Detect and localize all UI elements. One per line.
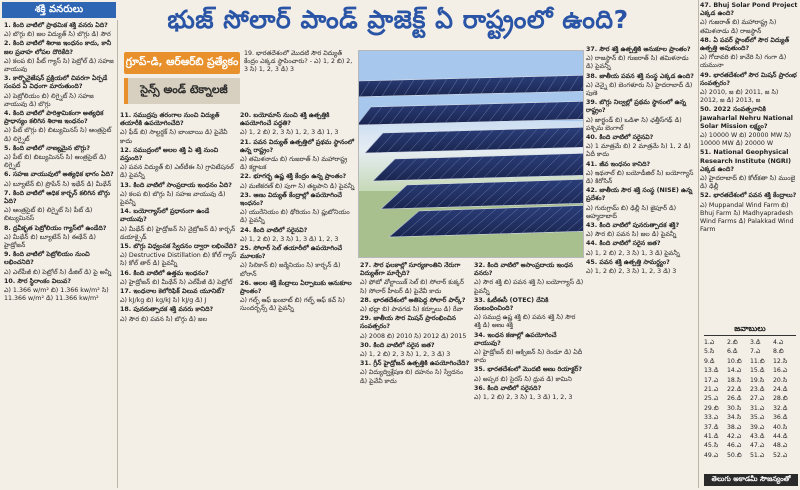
answer-options: ఎ) 1 మాత్రమే బి) 2 మాత్రమే సి) 1, 2 డి) ఏదీ కాదు [586, 143, 691, 159]
question-text: 42. జాతీయ సౌర శక్తి సంస్థ (NISE) ఉన్న ప్రదేశం? [586, 187, 693, 203]
question-text: 33. ఓటీఈసీ (OTEC) దేనికి సంబంధించింది? [474, 296, 549, 313]
solar-panels-illustration [359, 51, 584, 258]
answer-key-entry: 38.ఎ [727, 423, 742, 431]
answer-key-entry: 46.ఎ [727, 442, 742, 450]
answer-key-entry: 49.ఎ [704, 451, 719, 459]
exam-badge: గ్రూప్-డి, ఆర్ఆర్‌బి ప్రత్యేకం [124, 52, 240, 74]
question-text: 52. భారతదేశంలో పవన శక్తి కేంద్రాలు? [700, 192, 797, 200]
question-text: 31. గ్రీన్ హైడ్రోజన్ ఉత్పత్తికి ఉపయోగించేది? [360, 360, 470, 368]
column-divider [117, 20, 118, 488]
answer-options: ఎ) మీథేన్ బి) హైడ్రోజన్ సి) నైట్రోజన్ డి) కార్బన్ డయాక్సైడ్ [120, 225, 236, 241]
question-column-5 [474, 262, 584, 488]
question-text: 11. సముద్రపు తరంగాల నుంచి విద్యుత్ తయారీకి ఉపయోగించేది? [120, 112, 220, 128]
question-text: 24. కింది వాటిలో సరైనవి? [240, 226, 308, 234]
answer-key-entry: 15.డి [750, 367, 765, 375]
answer-options: ఎ) 1, 2 బి) 2, 3 సి) 1, 2, 3 డి) 3 [360, 351, 451, 359]
answer-options: ఎ) Destructive Distillation బి) కోల్ గ్యాస్ సి) కోల్ తార్ డి) పైవన్నీ [120, 252, 237, 268]
answer-key-entry: 29.బి [704, 404, 719, 412]
question-text: 8. ద్రవీకృత పెట్రోలియం గ్యాస్‌లో ఉండేది? [4, 224, 107, 232]
question-text: 18. పునరుత్పాదక శక్తి వనరు కానిది? [120, 306, 214, 314]
answer-options: ఎ) మీథేన్ బి) బ్యూటేన్ సి) ఈథేన్ డి) హైడ్రోజన్ [4, 233, 96, 250]
question-text: 49. భారతదేశంలో సౌర మిషన్ ప్రారంభ సంవత్సరం? [700, 71, 797, 87]
answer-options: ఎ) పీట్ బి) బిట్యుమినస్ సి) ఆంత్రసైట్ డి) లిగ్నైట్ [4, 154, 107, 170]
answer-key-entry: 24.డి [773, 385, 788, 393]
question-text: 41. జీవ ఇంధనం కానిది? [586, 160, 651, 168]
question-text: 48. ఏ పవర్ ప్లాంట్‌లో సౌర విద్యుత్ ఉత్పత్తి అవుతుంది? [700, 36, 790, 53]
question-text: 6. సహజ వాయువులో అత్యధిక భాగం ఏది? [4, 171, 114, 179]
question-text: 26. అలల శక్తి కేంద్రాలు ఏర్పాటుకు అనుకూల ప్రాంతం? [240, 279, 352, 296]
answer-key-entry: 18.సి [727, 376, 742, 384]
question-text: 39. బొగ్గు నిల్వల్లో ప్రథమ స్థానంలో ఉన్న రాష్ట్రం? [586, 99, 686, 115]
answer-key-entry: 39.ఎ [750, 423, 765, 431]
answer-key-entry: 36.డి [773, 414, 788, 422]
question-text: 14. బయోగ్యాస్‌లో ప్రధానంగా ఉండే వాయువు? [120, 208, 210, 224]
answer-key-entry: 51.ఎ [750, 451, 765, 459]
answer-options: ఎ) ఆంత్రసైట్ బి) లిగ్నైట్ సి) పీట్ డి) బిట్యుమినస్ [4, 207, 93, 223]
answer-options: ఎ) ఇథనాల్ బి) బయోడీజిల్ సి) బయోగ్యాస్ డి) కిరోసిన్ [586, 169, 694, 186]
question-text: 27. సౌర ఫలకాల్లో సూర్యకాంతిని నేరుగా విద్యుత్‌గా మార్చేది? [360, 262, 461, 278]
question-text: 29. జాతీయ సౌర మిషన్ ప్రారంభించిన సంవత్సరం? [360, 315, 456, 331]
question-text: 3. కార్బొనైజేషన్ ప్రక్రియలో చివరగా ఏర్పడే సంపద ఏ విధంగా మారుతుంది? [4, 75, 108, 91]
solar-panels-photo [358, 50, 584, 258]
answer-key-entry: 20.సి [773, 376, 788, 384]
answer-options: ఎ) గోదావరి బి) కావేరి సి) గంగా డి) యమునా [700, 54, 787, 70]
question-text: 12. సముద్రంలో అలల శక్తి ఏ శక్తి నుంచి వస్తుంది? [120, 146, 219, 163]
answer-options: ఎ) 2008 బి) 2010 సి) 2012 డి) 2015 [360, 332, 467, 340]
answer-options: ఎ) రాజస్థాన్ బి) గుజరాత్ సి) తమిళనాడు డి) పైవన్నీ [586, 55, 689, 71]
headline: భుజ్ సోలార్ పాండ్ ప్రాజెక్ట్ ఏ రాష్ట్రంలో ఉంది? [167, 5, 629, 34]
answer-options: ఎ) సౌర శక్తి బి) పవన శక్తి సి) బయోగ్యాస్ డి) పైవన్నీ [474, 279, 584, 295]
question-text: 4. కింది వాటిలో పారిశ్రామికంగా అత్యధిక ప్రాధాన్యం కలిగిన శిలాజ ఇంధనం? [4, 110, 104, 126]
section-tag: శక్తి వనరులు [2, 2, 116, 18]
answer-key-entry: 35.ఎ [750, 414, 765, 422]
answer-key-entry: 6.డి [727, 348, 738, 356]
answer-key-entry: 45.సి [704, 442, 719, 450]
question-text: 7. కింది వాటిలో అధిక కార్బన్ కలిగిన బొగ్గు ఏది? [4, 189, 110, 206]
answer-options: ఎ) 1, 2 బి) 2, 3 సి) 1, 3 డి) పైవన్నీ [586, 249, 680, 257]
question-text: 34. ఇంధన కణాల్లో ఉపయోగించే వాయువు? [474, 331, 557, 347]
answer-key-entry: 1.ఎ [704, 339, 715, 346]
answer-key-entry: 16.ఎ [773, 367, 788, 375]
question-text: 19. భారతదేశంలో మొదటి సౌర విద్యుత్ కేంద్రం ఎక్కడ స్థాపించారు? - ఎ) 1, 2 బి) 2, 3 సి) 1, 2, 3 డి) 3 [244, 50, 353, 74]
answer-key-entry: 21.ఎ [704, 385, 719, 393]
answer-key-entry: 3.డి [750, 339, 761, 346]
question-text: 28. భారతదేశంలో అతిపెద్ద సోలార్ పార్క్? [360, 296, 466, 304]
answer-key-entry: 5.సి [704, 348, 715, 356]
answer-key-entry: 8.బి [773, 348, 784, 356]
answer-options: ఎ) ఫోటో వోల్టాయిక్ సెల్ బి) సోలార్ కుక్కర్ సి) సోలార్ హీటర్ డి) పైవేవీ కాదు [360, 279, 464, 295]
answer-key-entry: 11.బి [750, 357, 765, 365]
answer-options: ఎ) యురేనియం బి) థోరియం సి) ప్లుటోనియం డి) పైవన్నీ [240, 209, 350, 225]
question-text: 22. భూగర్భ ఉష్ణ శక్తి కేంద్రం ఉన్న ప్రాంతం? [240, 173, 347, 181]
question-column-2 [120, 112, 238, 488]
solar-panel-row [365, 127, 584, 153]
answer-key-entry: 7.ఎ [750, 348, 761, 356]
answer-key-entry: 25.ఎ [704, 395, 719, 403]
question-text: 32. కింది వాటిలో అసాంప్రదాయ ఇంధన వనరు? [474, 262, 573, 278]
answer-options: ఎ) సిలికాన్ బి) జర్మేనియం సి) కార్బన్ డి) బోరాన్ [240, 262, 341, 278]
question-text: 20. బయోమాస్ నుంచి శక్తి ఉత్పత్తికి ఉపయోగించే పద్ధతి? [240, 112, 330, 128]
answer-options: ఎ) సముద్ర ఉష్ణ శక్తి బి) పవన శక్తి సి) సౌర శక్తి డి) అణు శక్తి [474, 314, 576, 330]
question-text: 2. కింది వాటిలో శిలాజ ఇంధనం కాదు, కానీ జల ప్రవాహ లోపల దొరికేది? [4, 40, 112, 56]
question-text: 10. సౌర స్థిరాంకం విలువ? [4, 277, 72, 285]
answer-key-entry: 33.ఎ [704, 414, 719, 422]
question-text: 44. కింది వాటిలో సరైన జత? [586, 240, 661, 248]
question-text: 45. పవన శక్తి ఉత్పత్తి సామర్థ్యం? [586, 258, 670, 266]
answer-options: ఎ) Muppandal Wind Farm బి) Bhuj Farm సి) Madhyapradesh Wind Farms డి) Palakkad Wind Farm [700, 201, 794, 234]
answer-key-entry: 17.ఎ [704, 376, 719, 384]
question-text: 16. కింది వాటిలో ఉత్తమ ఇంధనం? [120, 269, 209, 277]
answer-options: ఎ) హైడ్రోజన్ బి) ఆక్సిజన్ సి) రెండూ డి) ఏదీ కాదు [474, 349, 583, 365]
answer-key-entry: 26.డి [727, 395, 742, 403]
answer-key-grid [704, 338, 796, 468]
answer-key-entry: 44.డి [773, 432, 788, 440]
question-text: 23. అణు విద్యుత్ కేంద్రాల్లో ఉపయోగించే ఇంధనం? [240, 191, 342, 208]
answer-options: ఎ) 2010, జ బి) 2011, జ సి) 2012, జ డి) 2013, జ [700, 89, 779, 105]
answer-options: ఎ) 10000 W బి) 20000 MW సి) 10000 MW డి) 20000 W [700, 132, 792, 148]
answer-options: ఎ) kJ/kg బి) kg/kJ సి) kJ/g డి) J [120, 297, 207, 305]
answer-options: ఎ) మణికరణ్ బి) పుగా సి) తట్టపాని డి) పైవన్నీ [240, 182, 355, 190]
answer-options: ఎ) 1.366 w/m² బి) 1.366 kw/m² సి) 11.366 w/m² డి) 11.366 kw/m² [4, 287, 109, 303]
question-text: 15. బొగ్గు విధ్వంసక స్వేదనం ద్వారా లభించేది? [120, 243, 237, 251]
answer-key-entry: 31.ఎ [750, 404, 765, 412]
answer-key-entry: 32.డి [773, 404, 788, 412]
answer-key-entry: 22.డి [727, 385, 742, 393]
answer-key-entry: 4.ఎ [773, 339, 784, 346]
question-column-4 [360, 262, 472, 488]
answer-options: ఎ) పవన విద్యుత్ బి) ఎల్‌టీఈ సి) గ్రావిటేషనల్ డి) పైవన్నీ [120, 164, 234, 180]
question-text: 25. సోలార్ సెల్ తయారీలో ఉపయోగించే మూలకం? [240, 245, 343, 261]
answer-key-entry: 52.ఎ [773, 451, 788, 459]
answer-key-entry: 37.డి [704, 423, 719, 431]
answer-options: ఎ) భద్లా బి) పావగడ సి) కర్నూలు డి) రేవా [360, 306, 464, 314]
question-text: 51. National Geophysical Research Institute (NGRI) ఎక్కడ ఉంది? [700, 149, 791, 173]
question-text: 1. కింది వాటిలో ప్రాథమిక శక్తి వనరు ఏది? [4, 22, 108, 29]
question-text: 35. భారతదేశంలో మొదటి అణు రియాక్టర్? [474, 366, 583, 374]
answer-options: ఎ) బొగ్గు బి) జల విద్యుత్ సి) బొగ్గు డి) సౌర [4, 31, 111, 39]
answer-key-entry: 42.ఎ [727, 432, 742, 440]
answer-options: ఎ) విద్యుద్విశ్లేషణ బి) దహనం సి) స్వేదనం డి) పైవేవీ కాదు [360, 369, 464, 385]
answer-options: ఎ) పీట్ బొగ్గు బి) బిట్యుమినస్ సి) ఆంత్రసైట్ డి) లిగ్నైట్ [4, 127, 112, 143]
question-text: 36. కింది వాటిలో సరైనది? [474, 384, 542, 392]
answer-options: ఎ) గురుగ్రామ్ బి) ఢిల్లీ సి) జైపూర్ డి) అహ్మదాబాద్ [586, 204, 677, 220]
question-column-7 [700, 2, 798, 320]
subject-subtitle: సైన్స్ అండ్ టెక్నాలజీ [124, 78, 240, 104]
answer-options: ఎ) సౌర బి) పవన సి) జల డి) పైవన్నీ [586, 231, 677, 239]
answer-key-entry: 23.డి [750, 385, 765, 393]
answer-key-entry: 50.బి [727, 451, 742, 459]
answer-options: ఎ) కలప బి) బొగ్గు సి) సహజ వాయువు డి) పైవన్నీ [120, 190, 226, 207]
answer-key-entry: 34.సి [727, 414, 742, 422]
answer-key-entry: 19.సి [750, 376, 765, 384]
answer-key-entry: 14.ఎ [727, 367, 742, 375]
answer-key-entry: 13.డి [704, 367, 719, 375]
answer-options: ఎ) ఎల్‌పీజీ బి) పెట్రోల్ సి) డీజిల్ డి) పై అన్నీ [4, 268, 112, 276]
answer-options: ఎ) 1, 2 బి) 2, 3 సి) 1, 2, 3 డి) 1, 3 [240, 129, 339, 137]
answer-options: ఎ) బ్యూటేన్ బి) ప్రొపేన్ సి) ఇథేన్ డి) మీథేన్ [4, 180, 112, 188]
answer-options: ఎ) పెట్రోలియం బి) లిగ్నైట్ సి) సహజ వాయువు డి) బొగ్గు [4, 92, 94, 108]
answer-key-entry: 40.సి [773, 423, 788, 431]
answer-options: ఎ) చెన్నై బి) బెంగళూరు సి) హైదరాబాద్ డి) పుణె [586, 81, 693, 98]
question-text: 47. Bhuj Solar Pond Project ఎక్కడ ఉంది? [700, 2, 798, 18]
question-column-1 [4, 22, 114, 488]
answer-options: ఎ) సౌర బి) పవన సి) బొగ్గు డి) జల [120, 315, 208, 323]
answer-options: ఎ) ఫీడ్ బి) సాల్టర్డక్ సి) బాంబాయి డి) పైవేవీ కాదు [120, 129, 228, 145]
answer-options: ఎ) 1, 2 బి) 2, 3 సి) 1, 3 డి) 1, 2, 3 [240, 235, 339, 243]
answer-options: ఎ) జార్ఖండ్ బి) ఒడిశా సి) ఛత్తీస్‌గఢ్ డి) పశ్చిమ బెంగాల్ [586, 116, 682, 132]
question-text: 50. 2022 సంవత్సరానికి Jawaharlal Nehru National Solar Mission లక్ష్యం? [700, 106, 793, 130]
question-text: 43. కింది వాటిలో పునరుత్పాదక శక్తి? [586, 222, 680, 230]
question-text: 30. కింది వాటిలో సరైన జత? [360, 341, 435, 349]
question-text: 40. కింది వాటిలో సరైనవి? [586, 134, 654, 142]
answer-key-entry: 30.సి [727, 404, 742, 412]
column-divider [698, 0, 699, 488]
answer-key-entry: 28.బి [773, 395, 788, 403]
answer-key-entry: 43.డి [750, 432, 765, 440]
answer-key-entry: 48.ఎ [773, 442, 788, 450]
answer-key-entry: 41.డి [704, 432, 719, 440]
question-column-6 [586, 46, 696, 488]
answer-key-entry: 27.ఎ [750, 395, 765, 403]
answer-key-entry: 47.ఎ [750, 442, 765, 450]
answer-key-entry: 9.డి [704, 357, 715, 365]
question-text: 37. సౌర శక్తి ఉత్పత్తికి అనుకూల ప్రాంతం? [586, 46, 691, 53]
answer-key-entry: 2.బి [727, 339, 738, 346]
answer-options: ఎ) గల్ఫ్ ఆఫ్ ఖంబాట్ బి) గల్ఫ్ ఆఫ్ కచ్ సి) సుందర్బన్స్ డి) పైవన్నీ [240, 297, 345, 313]
question-column-mid-top [244, 50, 356, 110]
answer-options: ఎ) హైడ్రోజన్ బి) మీథేన్ సి) ఎల్‌పీజీ డి) పెట్రోల్ [120, 278, 233, 286]
question-text: 13. కింది వాటిలో సాంప్రదాయ ఇంధనం ఏది? [120, 181, 232, 189]
solar-panel-row [373, 153, 584, 181]
question-column-3 [240, 112, 356, 488]
answer-key-title: జవాబులు [704, 324, 796, 336]
answer-key-entry: 10.బి [727, 357, 742, 365]
answer-options: ఎ) 1, 2 బి) 2, 3 సి) 1, 2, 3 డి) 3 [586, 268, 677, 276]
question-text: 5. కింది వాటిలో నాణ్యమైన బొగ్గు? [4, 144, 91, 152]
answer-options: ఎ) అప్సర బి) సైరస్ సి) ధ్రువ డి) కామిని [474, 375, 572, 383]
question-text: 17. ఇంధనాల కెలోరిఫిక్ విలువ యూనిట్? [120, 288, 225, 296]
question-text: 21. పవన విద్యుత్ ఉత్పత్తిలో ప్రథమ స్థానంలో ఉన్న రాష్ట్రం? [240, 138, 355, 154]
answer-key-entry: 12.సి [773, 357, 788, 365]
question-text: 9. కింది వాటిలో పెట్రోలియం నుంచి లభించనిది? [4, 251, 90, 267]
answer-options: ఎ) హైదరాబాద్ బి) కోల్‌కతా సి) ముంబై డి) ఢిల్లీ [700, 175, 796, 191]
question-text: 38. జాతీయ పవన శక్తి సంస్థ ఎక్కడ ఉంది? [586, 72, 694, 80]
answer-options: ఎ) గుజరాత్ బి) మహారాష్ట్ర సి) తమిళనాడు డి) రాజస్థాన్ [700, 19, 777, 35]
answer-options: ఎ) తమిళనాడు బి) గుజరాత్ సి) మహారాష్ట్ర డి) కర్ణాటక [240, 156, 348, 172]
answer-options: ఎ) కలప బి) పీట్ గ్యాస్ సి) పెట్రోల్ డి) సహజ వాయువు [4, 57, 114, 74]
footer-credit: తెలుగు అకాడమీ సౌజన్యంతో [704, 474, 798, 486]
answer-options: ఎ) 1, 2 బి) 2, 3 సి) 1, 3 డి) 1, 2, 3 [474, 394, 573, 402]
